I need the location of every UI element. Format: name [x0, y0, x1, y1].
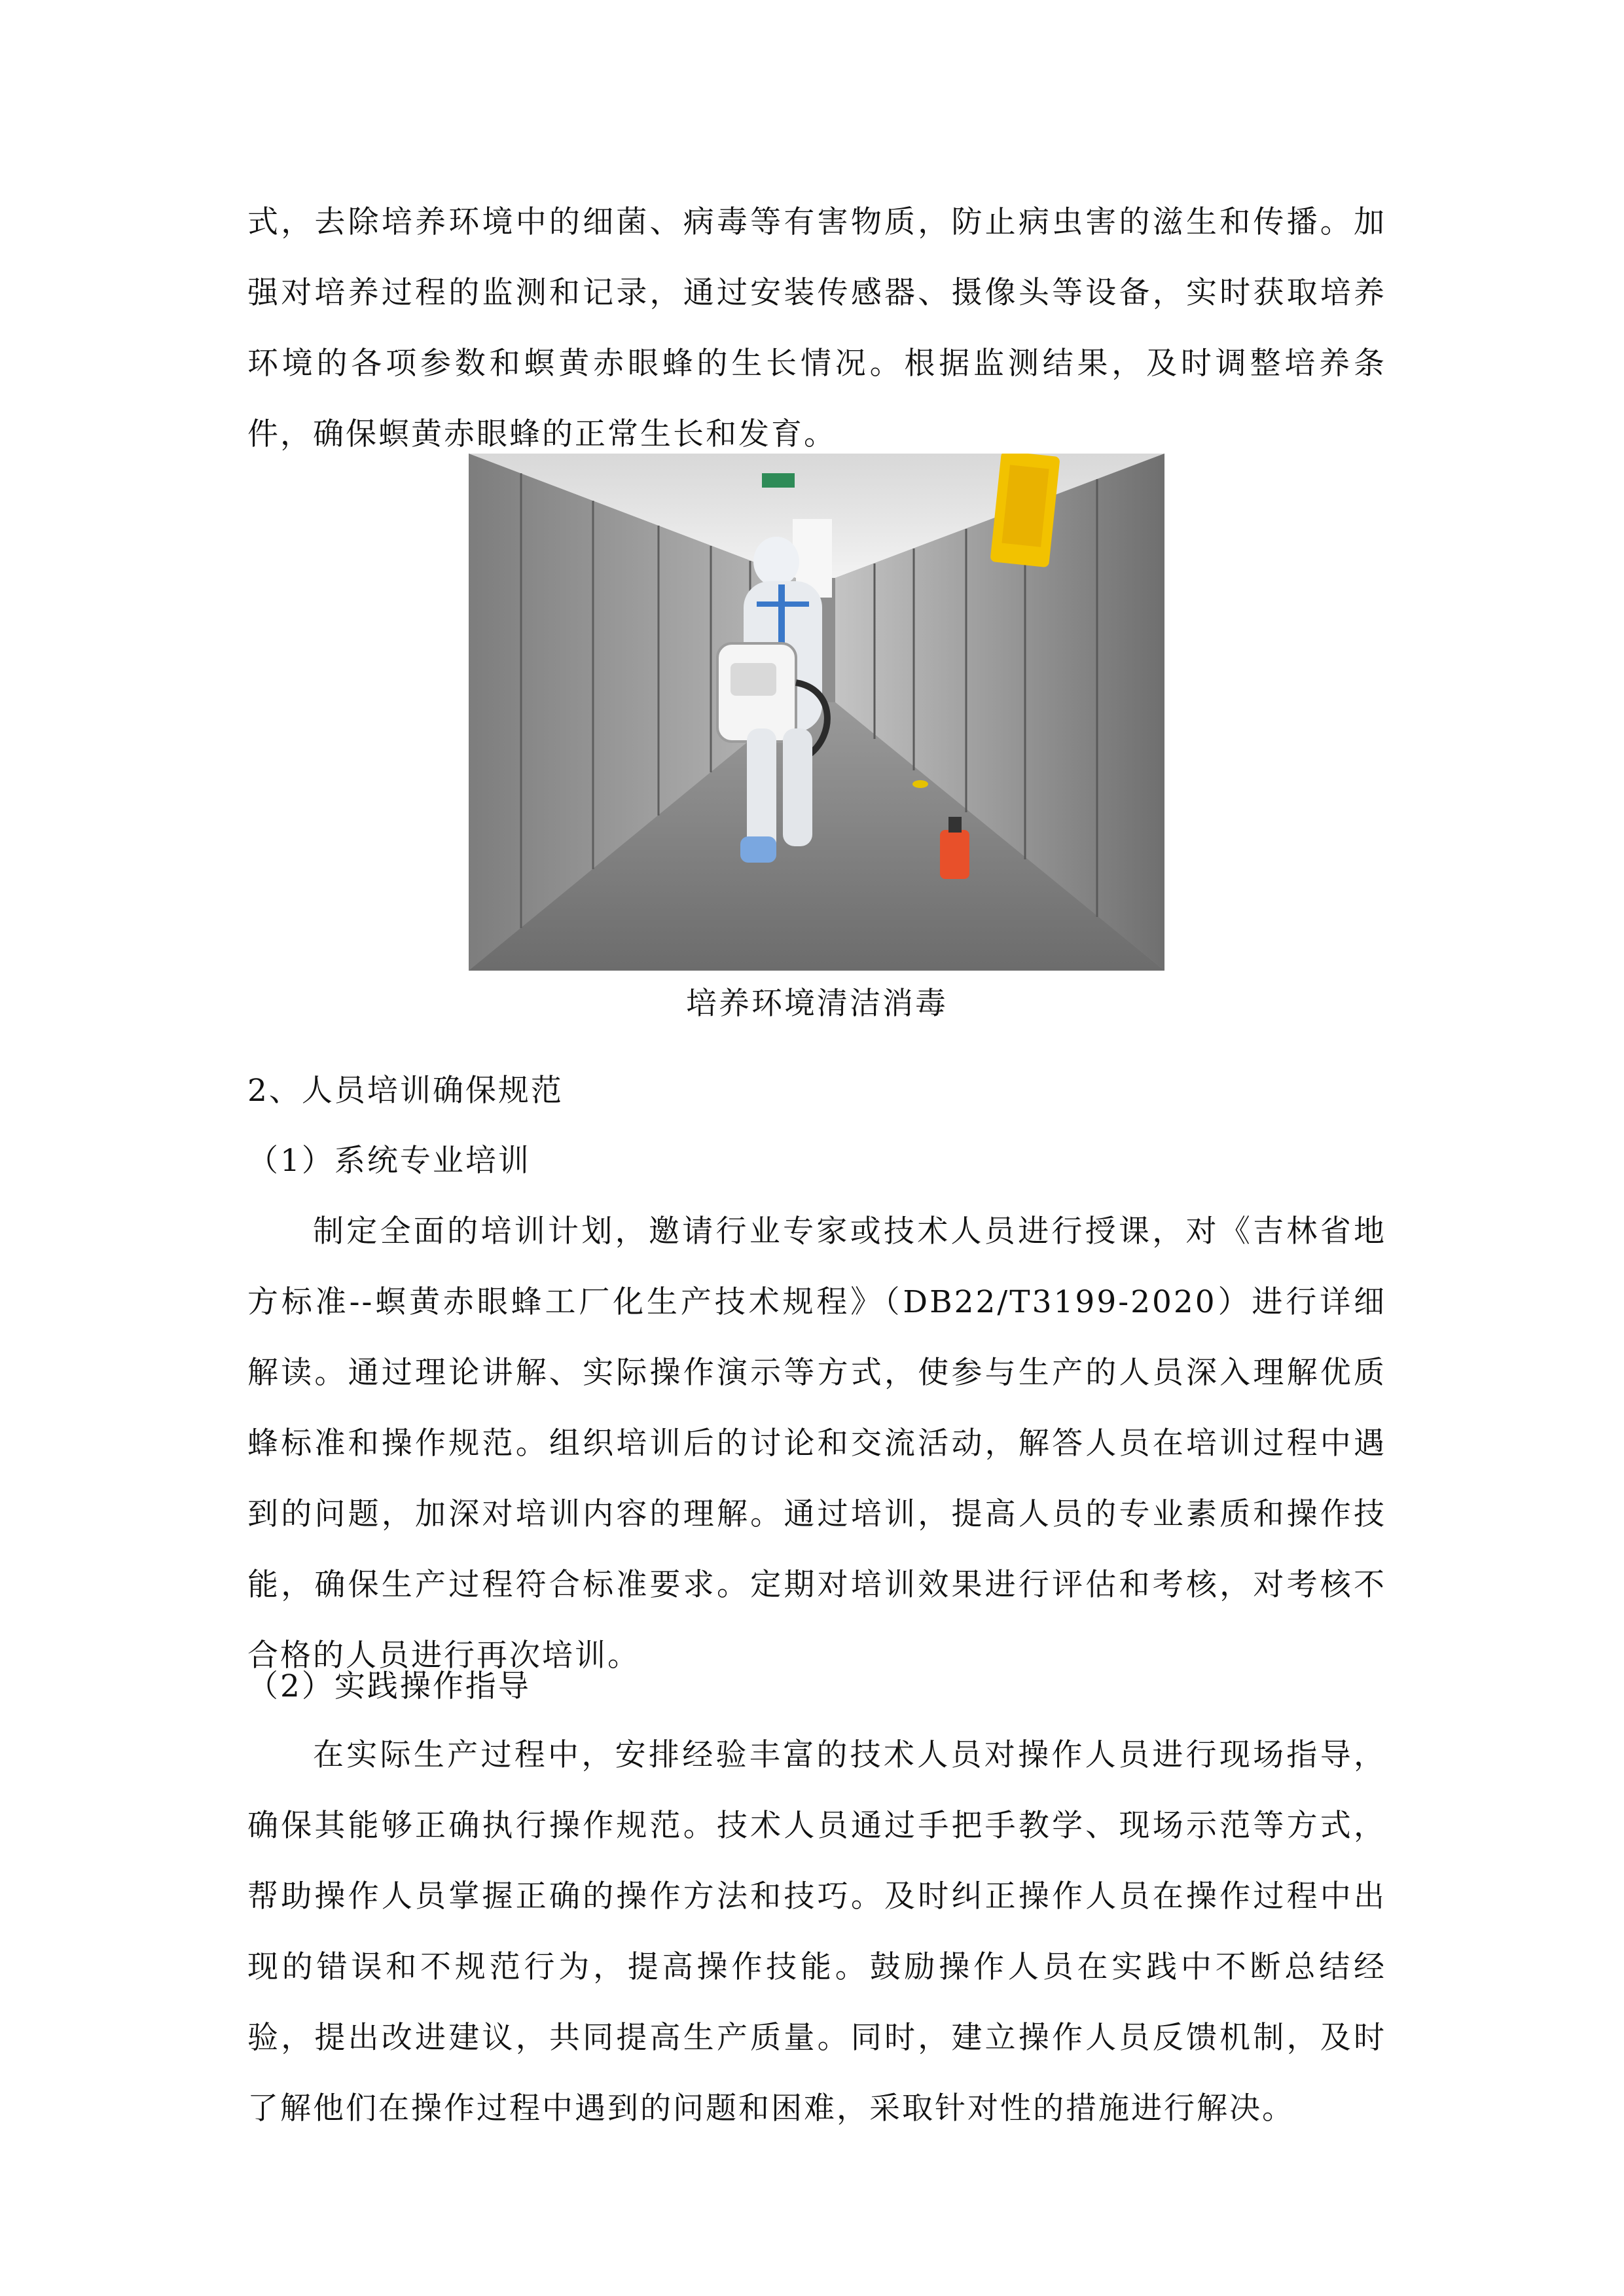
subsection-body-1: 制定全面的培训计划，邀请行业专家或技术人员进行授课，对《吉林省地方标准--螟黄赤眼蜂工厂化生产技术规程》（DB22/T3199-2020）进行详细解读。通过理论讲解、实际操作演示等方式，使参与生产的人员深入理解优质蜂标准和操作规范。组织培训后的讨论和交流活动，解答人员在培训过程中遇到的问题，加深对培训内容的理解。通过培训，提高人员的专业素质和操作技能，确保生产过程符合标准要求。定期对培训效果进行评估和考核，对考核不合格的人员进行再次培训。	[247, 1213, 1386, 1674]
subsection-body-2: 在实际生产过程中，安排经验丰富的技术人员对操作人员进行现场指导，确保其能够正确执行操作规范。技术人员通过手把手教学、现场示范等方式，帮助操作人员掌握正确的操作方法和技巧。及时纠正操作人员在操作过程中出现的错误和不规范行为，提高操作技能。鼓励操作人员在实践中不断总结经验，提出改进建议，共同提高生产质量。同时，建立操作人员反馈机制，及时了解他们在操作过程中遇到的问题和困难，采取针对性的措施进行解决。	[247, 1737, 1386, 2126]
figure-caption: 培养环境清洁消毒	[686, 986, 948, 1022]
section-heading: 2、人员培训确保规范	[247, 1073, 564, 1109]
subsection-title-2: （2）实践操作指导	[247, 1668, 531, 1704]
subsection-title-1: （1）系统专业培训	[247, 1143, 531, 1179]
disinfection-photo	[469, 454, 1164, 971]
paragraph-continued: 式，去除培养环境中的细菌、病毒等有害物质，防止病虫害的滋生和传播。加强对培养过程的监测和记录，通过安装传感器、摄像头等设备，实时获取培养环境的各项参数和螟黄赤眼蜂的生长情况。根据监测结果，及时调整培养条件，确保螟黄赤眼蜂的正常生长和发育。	[247, 204, 1386, 452]
